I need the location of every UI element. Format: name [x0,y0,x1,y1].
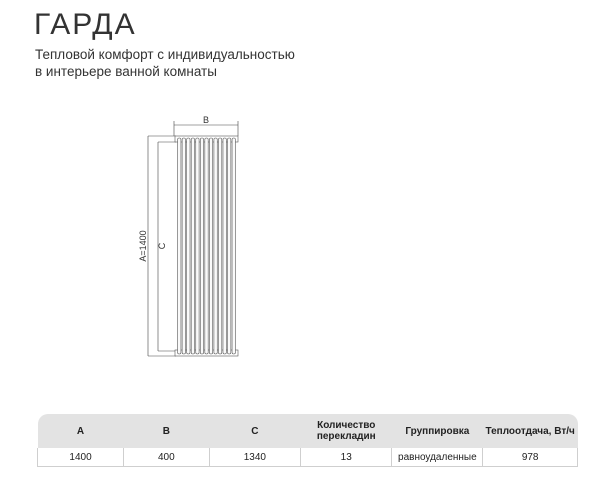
radiator-tube [200,138,203,354]
radiator-tube [187,138,190,354]
dimension-b-label: B [202,115,210,125]
col-header-crossbars: Количество перекладин [301,414,392,448]
cell-c: 1340 [209,448,301,467]
radiator-tube [178,138,181,354]
cell-heat-output: 978 [483,448,578,467]
radiator-tube [232,138,235,354]
col-header-b: B [124,414,210,448]
cell-crossbars: 13 [301,448,392,467]
dimension-a-label: A=1400 [138,230,148,262]
radiator-tube [209,138,212,354]
radiator-tube [205,138,208,354]
page-title: ГАРДА [34,8,137,41]
subtitle-line-2: в интерьере ванной комнаты [35,64,217,79]
cell-b: 400 [124,448,210,467]
col-header-grouping: Группировка [392,414,483,448]
cell-grouping: равноудаленные [392,448,483,467]
radiator-sections [175,136,238,356]
radiator-tube [218,138,221,354]
col-header-a: A [38,414,124,448]
table-row [38,448,578,467]
radiator-tube [223,138,226,354]
radiator-tube [182,138,185,354]
col-header-heat-output: Теплоотдача, Вт/ч [483,414,578,448]
dimension-c-label: C [157,242,167,250]
subtitle-line-1: Тепловой комфорт с индивидуальностью [35,47,295,62]
radiator-tube [196,138,199,354]
radiator-tube [228,138,231,354]
radiator-tube [191,138,194,354]
col-header-c: C [209,414,301,448]
spec-table-header [38,414,578,448]
radiator-tube [214,138,217,354]
spec-table [37,414,578,467]
cell-a: 1400 [38,448,124,467]
